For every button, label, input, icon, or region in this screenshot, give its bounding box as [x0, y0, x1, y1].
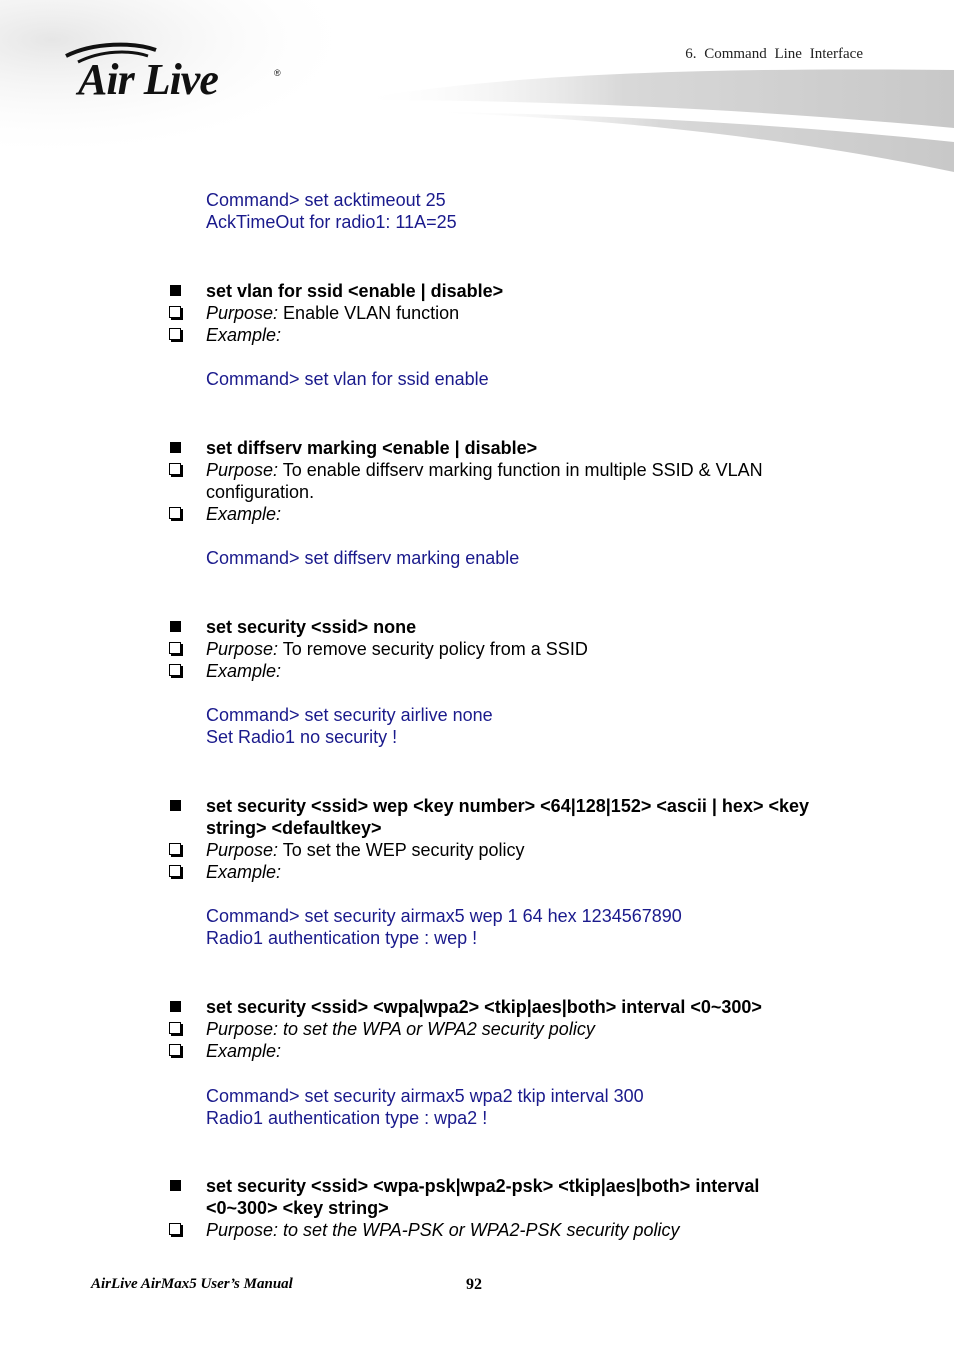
command-line: Command> set diffserv marking enable: [206, 548, 520, 568]
checkbox-bullet-icon: [169, 664, 181, 676]
registered-mark: ®: [274, 68, 281, 78]
command-heading-continuation: <0~300> <key string>: [206, 1198, 389, 1218]
purpose-label: Purpose:: [206, 1220, 279, 1240]
checkbox-bullet-icon: [169, 865, 181, 877]
purpose-text: To remove security policy from a SSID: [278, 639, 588, 659]
purpose-text: To enable diffserv marking function in multiple SSID & VLAN: [278, 460, 763, 480]
square-bullet-icon: [170, 442, 181, 453]
example-label: Example:: [206, 504, 282, 524]
purpose-line: [206, 1018, 595, 1040]
command-line: Command> set security airmax5 wep 1 64 hex 1234567890: [206, 906, 682, 926]
command-line: Command> set vlan for ssid enable: [206, 369, 489, 389]
checkbox-bullet-icon: [169, 1044, 181, 1056]
purpose-label: Purpose:: [206, 1019, 279, 1039]
purpose-continuation: configuration.: [206, 482, 315, 502]
logo-wordmark: Air Live: [78, 55, 218, 104]
command-output: Radio1 authentication type : wep !: [206, 928, 478, 948]
command-heading-continuation: string> <defaultkey>: [206, 818, 382, 838]
purpose-line: [206, 839, 524, 861]
command-output: Radio1 authentication type : wpa2 !: [206, 1108, 488, 1128]
checkbox-bullet-icon: [169, 306, 181, 318]
purpose-label: Purpose:: [206, 460, 279, 480]
checkbox-bullet-icon: [169, 1022, 181, 1034]
command-heading: set security <ssid> <wpa-psk|wpa2-psk> <tkip|aes|both> interval: [206, 1176, 760, 1196]
square-bullet-icon: [170, 621, 181, 632]
purpose-text: to set the WPA or WPA2 security policy: [278, 1019, 595, 1039]
purpose-label: Purpose:: [206, 303, 279, 323]
example-label: Example:: [206, 1041, 282, 1061]
example-label: Example:: [206, 325, 282, 345]
checkbox-bullet-icon: [169, 328, 181, 340]
purpose-label: Purpose:: [206, 639, 279, 659]
command-heading: set security <ssid> <wpa|wpa2> <tkip|aes|both> interval <0~300>: [206, 997, 762, 1017]
purpose-text: To set the WEP security policy: [278, 840, 525, 860]
command-output: Set Radio1 no security !: [206, 727, 398, 747]
page-number: 92: [466, 1276, 482, 1293]
checkbox-bullet-icon: [169, 1223, 181, 1235]
checkbox-bullet-icon: [169, 843, 181, 855]
square-bullet-icon: [170, 800, 181, 811]
checkbox-bullet-icon: [169, 642, 181, 654]
square-bullet-icon: [170, 1001, 181, 1012]
command-heading: set security <ssid> none: [206, 617, 417, 637]
command-output: AckTimeOut for radio1: 11A=25: [206, 212, 457, 232]
chapter-title: 6. Command Line Interface: [685, 46, 863, 62]
purpose-text: to set the WPA-PSK or WPA2-PSK security policy: [278, 1220, 680, 1240]
purpose-text: Enable VLAN function: [278, 303, 460, 323]
purpose-label: Purpose:: [206, 840, 279, 860]
square-bullet-icon: [170, 1180, 181, 1191]
footer-manual-title: AirLive AirMax5 User’s Manual: [91, 1276, 293, 1292]
checkbox-bullet-icon: [169, 463, 181, 475]
example-label: Example:: [206, 661, 282, 681]
checkbox-bullet-icon: [169, 507, 181, 519]
command-heading: set vlan for ssid <enable | disable>: [206, 281, 504, 301]
airlive-logo: [62, 40, 292, 110]
purpose-line: [206, 459, 763, 481]
example-label: Example:: [206, 862, 282, 882]
purpose-line: [206, 1219, 680, 1241]
purpose-line: [206, 638, 588, 660]
command-line: Command> set security airlive none: [206, 705, 493, 725]
command-heading: set security <ssid> wep <key number> <64|128|152> <ascii | hex> <key: [206, 796, 810, 816]
square-bullet-icon: [170, 285, 181, 296]
command-heading: set diffserv marking <enable | disable>: [206, 438, 538, 458]
command-line: Command> set security airmax5 wpa2 tkip interval 300: [206, 1086, 644, 1106]
command-line: Command> set acktimeout 25: [206, 190, 446, 210]
purpose-line: [206, 302, 459, 324]
